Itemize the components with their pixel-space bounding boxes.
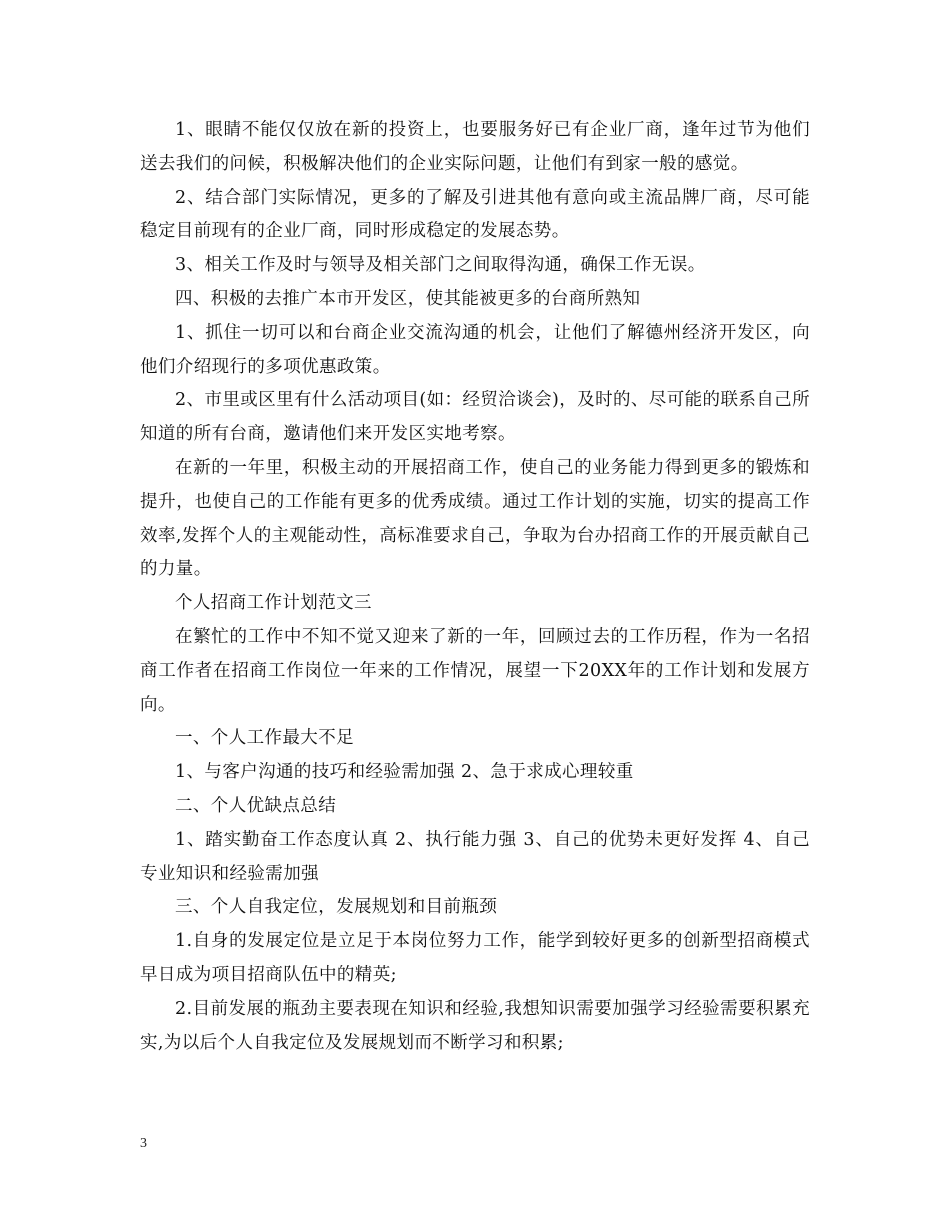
page-number: 3 bbox=[140, 1136, 147, 1151]
paragraph: 1.自身的发展定位是立足于本岗位努力工作，能学到较好更多的创新型招商模式早日成为项目招商队伍中的精英; bbox=[140, 931, 810, 985]
paragraph: 1、踏实勤奋工作态度认真 2、执行能力强 3、自己的优势未更好发挥 4、自己专业知识和经验需加强 bbox=[140, 829, 810, 884]
paragraph: 1、眼睛不能仅仅放在新的投资上，也要服务好已有企业厂商，逢年过节为他们送去我们的问候，积极解决他们的企业实际问题，让他们有到家一般的感觉。 bbox=[140, 120, 810, 174]
paragraph: 2.目前发展的瓶劲主要表现在知识和经验,我想知识需要加强学习经验需要积累充实,为以后个人自我定位及发展规划而不断学习和积累; bbox=[140, 998, 810, 1053]
section-heading: 四、积极的去推广本市开发区，使其能被更多的台商所熟知 bbox=[175, 288, 641, 309]
paragraph: 2、市里或区里有什么活动项目(如：经贸洽谈会)，及时的、尽可能的联系自己所知道的所有台商，邀请他们来开发区实地考察。 bbox=[140, 390, 810, 445]
section-heading: 二、个人优缺点总结 bbox=[175, 795, 337, 816]
paragraph: 在新的一年里，积极主动的开展招商工作，使自己的业务能力得到更多的锻炼和提升，也使自己的工作能有更多的优秀成绩。通过工作计划的实施，切实的提高工作效率,发挥个人的主观能动性，高标准要求自己，争取为台办招商工作的开展贡献自己的力量。 bbox=[140, 457, 810, 580]
paragraph: 3、相关工作及时与领导及相关部门之间取得沟通，确保工作无误。 bbox=[175, 255, 706, 276]
section-heading: 一、个人工作最大不足 bbox=[175, 728, 354, 749]
paragraph: 1、与客户沟通的技巧和经验需加强 2、急于求成心理较重 bbox=[175, 762, 634, 783]
paragraph: 在繁忙的工作中不知不觉又迎来了新的一年，回顾过去的工作历程，作为一名招商工作者在招商工作岗位一年来的工作情况，展望一下20XX年的工作计划和发展方向。 bbox=[140, 626, 810, 715]
section-heading: 三、个人自我定位，发展规划和目前瓶颈 bbox=[175, 897, 498, 918]
paragraph: 2、结合部门实际情况，更多的了解及引进其他有意向或主流品牌厂商，尽可能稳定目前现有的企业厂商，同时形成稳定的发展态势。 bbox=[140, 187, 810, 242]
section-title: 个人招商工作计划范文三 bbox=[175, 593, 372, 614]
document-body bbox=[140, 114, 810, 1060]
paragraph: 1、抓住一切可以和台商企业交流沟通的机会，让他们了解德州经济开发区，向他们介绍现行的多项优惠政策。 bbox=[140, 322, 810, 377]
